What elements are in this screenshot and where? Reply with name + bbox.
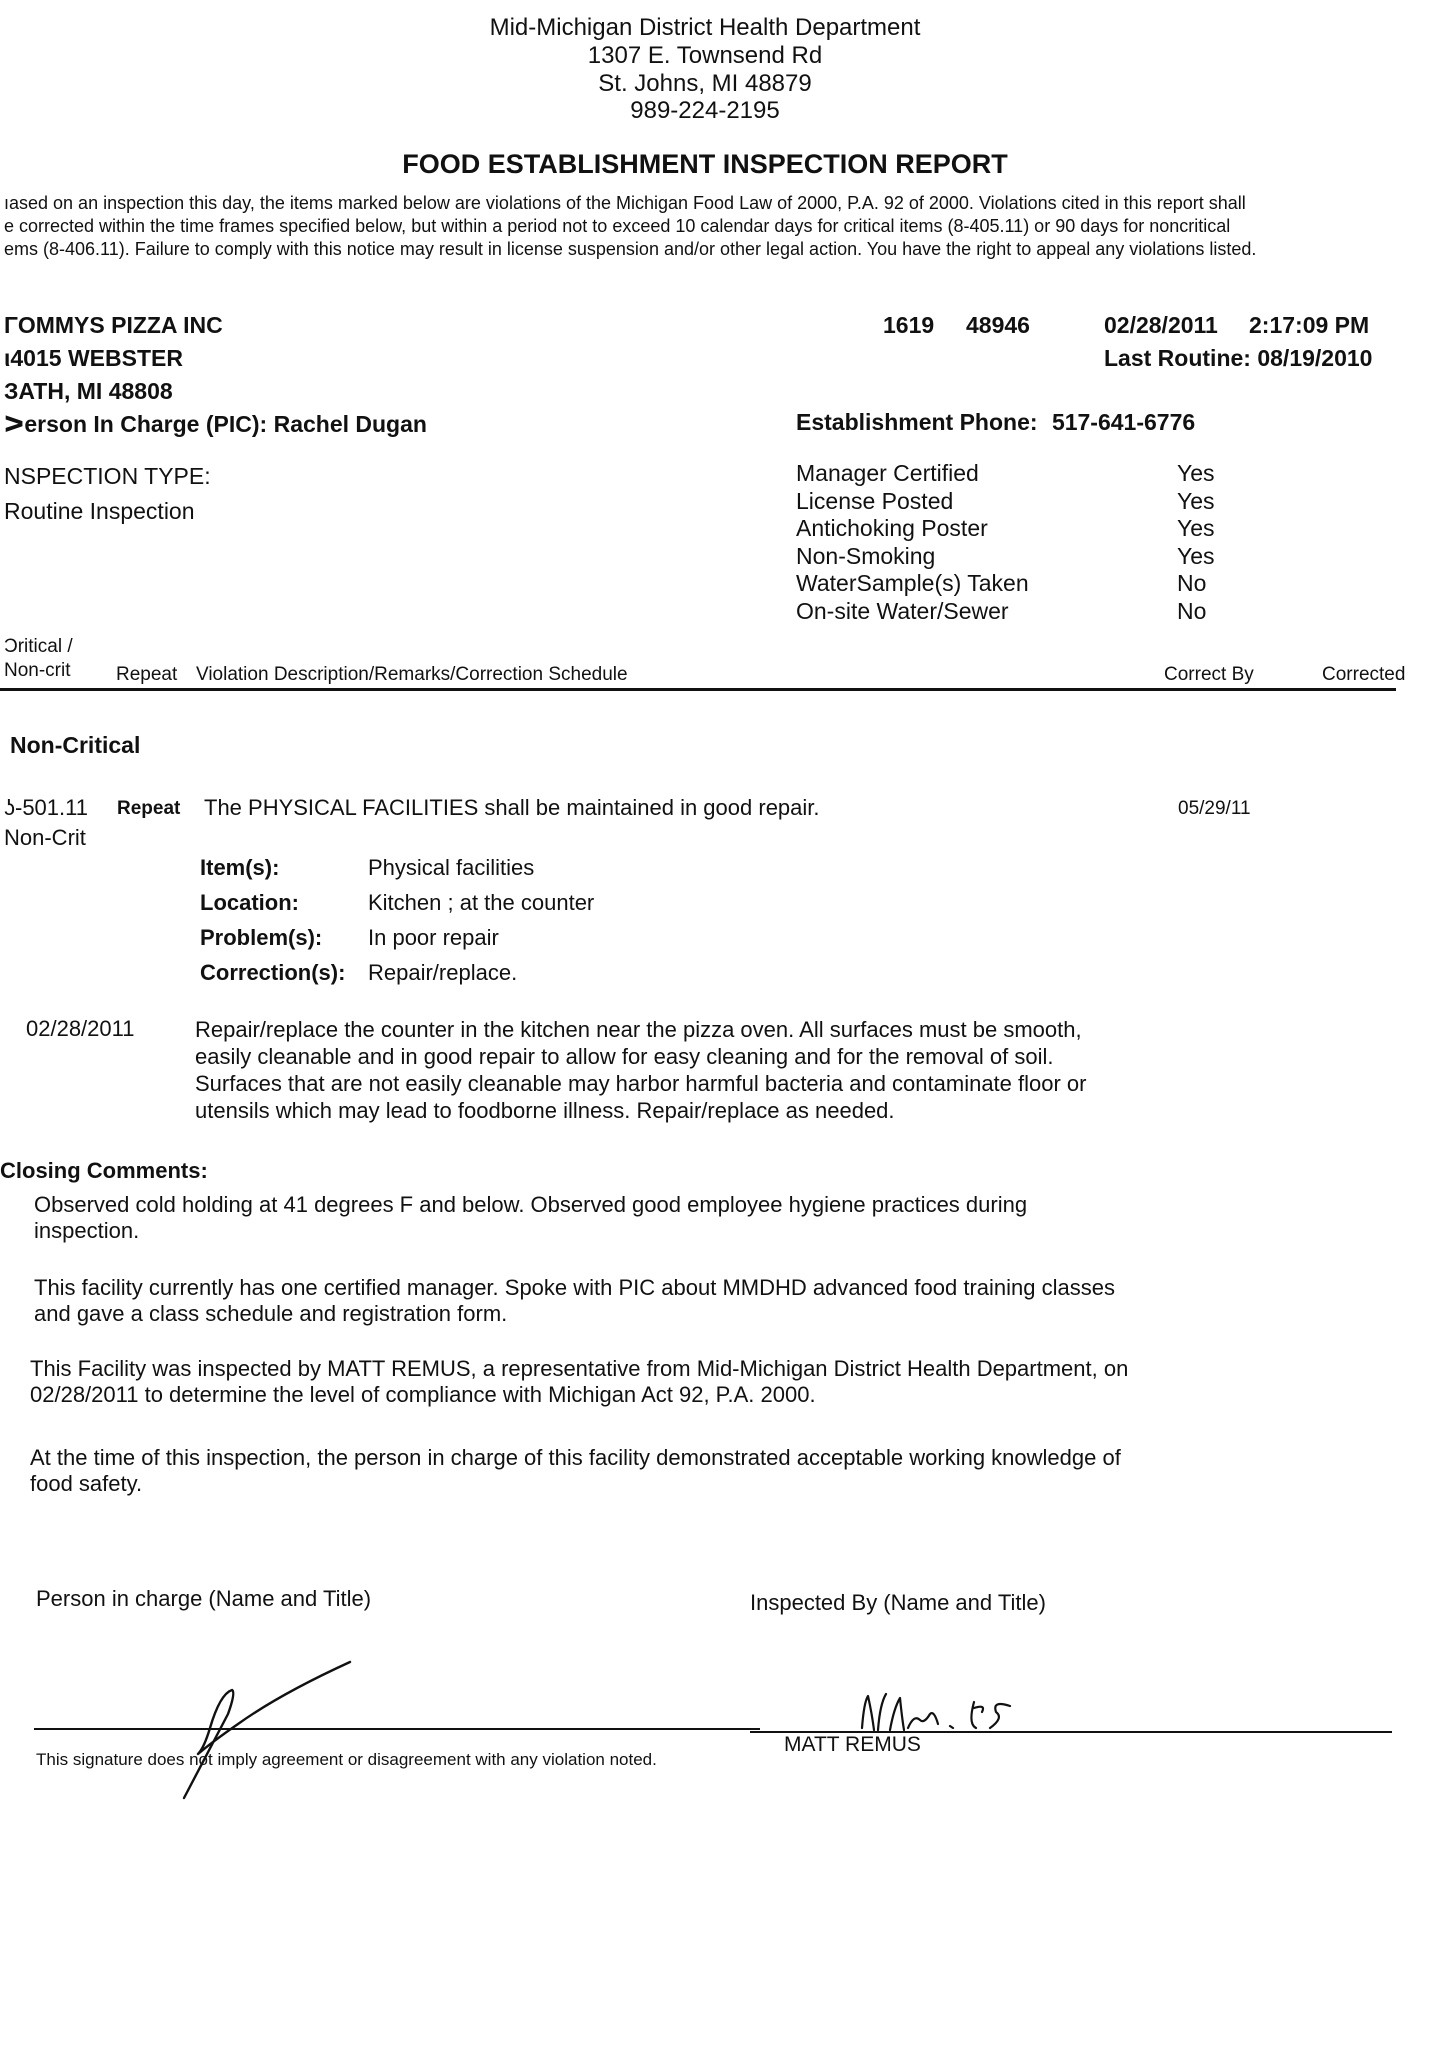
remark-line: easily cleanable and in good repair to allow for easy cleaning and for the removal of soil. — [195, 1044, 1054, 1069]
detail-label: Correction(s): — [200, 960, 346, 985]
checklist-values — [1177, 460, 1215, 625]
inspector-signature-label: Inspected By (Name and Title) — [750, 1590, 1046, 1615]
inspection-date: 02/28/2011 — [1104, 312, 1218, 338]
establishment-street: ι4015 WEBSTER — [4, 345, 183, 371]
pic-signature-scribble — [140, 1650, 380, 1800]
checklist-value: No — [1177, 597, 1207, 624]
col-description: Violation Description/Remarks/Correction Schedule — [196, 664, 628, 685]
inspection-type-label: NSPECTION TYPE: — [4, 463, 211, 489]
checklist-value: Yes — [1177, 460, 1215, 486]
detail-value: In poor repair — [368, 925, 499, 950]
pic-label: ᐳerson In Charge (PIC): — [4, 411, 268, 437]
inspection-time: 2:17:09 PM — [1249, 312, 1370, 338]
agency-city: St. Johns, MI 48879 — [598, 70, 812, 97]
agency-phone: 989-224-2195 — [630, 97, 780, 124]
violation-category: Νon-Crit — [4, 825, 86, 850]
detail-value: Kitchen ; at the counter — [368, 890, 595, 915]
violation-code: ʖ-501.11 — [4, 795, 88, 820]
closing-line: 02/28/2011 to determine the level of compliance with Michigan Act 92, P.A. 2000. — [30, 1382, 816, 1407]
checklist-label: On-site Water/Sewer — [796, 597, 1009, 624]
closing-heading: Closing Comments: — [0, 1158, 208, 1183]
checklist-label: License Posted — [796, 487, 954, 514]
checklist-value: No — [1177, 570, 1207, 596]
closing-paragraph-3 — [30, 1356, 1128, 1408]
violation-detail-labels — [200, 850, 345, 990]
violation-repeat: Repeat — [117, 798, 181, 819]
last-routine-line — [1104, 345, 1372, 372]
closing-line: inspection. — [34, 1218, 140, 1243]
establishment-city: ЗATH, MI 48808 — [4, 378, 173, 404]
checklist-label: Non-Smoking — [796, 542, 936, 569]
closing-line: Observed cold holding at 41 degrees F and below. Observed good employee hygiene practices during — [34, 1192, 1028, 1217]
closing-line: This Facility was inspected by MATT REMUS, a representative from Mid-Michigan District Health Department, on — [30, 1356, 1129, 1381]
checklist-label: Antichoking Poster — [796, 515, 988, 541]
pic-signature-label: Person in charge (Name and Title) — [36, 1586, 372, 1611]
col-repeat: Repeat — [116, 664, 178, 685]
checklist-labels — [796, 460, 1029, 625]
detail-label: Location: — [200, 890, 299, 915]
closing-paragraph-2 — [34, 1275, 1115, 1327]
closing-line: This facility currently has one certified manager. Spoke with PIC about MMDHD advanced food training classes — [34, 1275, 1115, 1300]
last-routine-label: Last Routine: — [1104, 345, 1251, 371]
establishment-name: ΓOMMYS PIZZA INC — [4, 312, 223, 338]
inspection-type-value: Routine Inspection — [4, 498, 195, 524]
signature-disclaimer: This signature does not imply agreement or disagreement with any violation noted. — [36, 1750, 657, 1769]
closing-line: food safety. — [30, 1471, 143, 1496]
checklist-label: Manager Certified — [796, 460, 979, 486]
remark-line: utensils which may lead to foodborne illness. Repair/replace as needed. — [195, 1098, 895, 1123]
detail-label: Problem(s): — [200, 925, 323, 950]
checklist-value: Yes — [1177, 487, 1215, 514]
pic-name: Rachel Dugan — [273, 411, 427, 437]
checklist-label: WaterSample(s) Taken — [796, 570, 1029, 596]
intro-line-3: ems (8-406.11). Failure to comply with this notice may result in license suspension and/or other legal action. You have the right to appeal any violations listed. — [4, 239, 1257, 259]
checklist-value: Yes — [1177, 515, 1215, 541]
header-rule — [0, 688, 1396, 691]
remark-line: Surfaces that are not easily cleanable may harbor harmful bacteria and contaminate floor or — [195, 1071, 1087, 1096]
closing-paragraph-1 — [34, 1192, 1027, 1244]
inspector-printed-name: MATT REMUS — [784, 1733, 921, 1756]
section-heading: Non-Critical — [10, 732, 141, 758]
establishment-code-1: 1619 — [883, 312, 935, 338]
detail-value: Repair/replace. — [368, 960, 518, 985]
establishment-code-2: 48946 — [966, 312, 1030, 338]
checklist-value: Yes — [1177, 542, 1215, 569]
pic-line — [4, 411, 427, 438]
remark-date: 02/28/2011 — [26, 1016, 135, 1041]
remark-line: Repair/replace the counter in the kitchen near the pizza oven. All surfaces must be smooth, — [195, 1017, 1082, 1042]
intro-line-2: e corrected within the time frames specified below, but within a period not to exceed 10 calendar days for critical items (8-405.11) or 90 days for noncritical — [4, 216, 1231, 236]
remark-text — [195, 1016, 1086, 1124]
violation-detail-values — [368, 850, 594, 990]
establishment-phone: 517-641-6776 — [1051, 409, 1196, 435]
intro-line-1: ıased on an inspection this day, the items marked below are violations of the Michigan Food Law of 2000, P.A. 92 of 2000. Violations cited in this report shall — [4, 193, 1246, 213]
establishment-phone-label: Establishment Phone: — [796, 409, 1038, 435]
closing-line: At the time of this inspection, the person in charge of this facility demonstrated acceptable working knowledge of — [30, 1445, 1121, 1470]
report-title: FOOD ESTABLISHMENT INSPECTION REPORT — [402, 149, 1008, 179]
establishment-phone-line — [796, 409, 1195, 436]
col-corrected: Corrected — [1322, 664, 1406, 685]
col-critical-line-2: Νon-crit — [4, 660, 71, 681]
violation-correct-by: 05/29/11 — [1178, 798, 1251, 819]
detail-value: Physical facilities — [368, 855, 535, 880]
agency-street: 1307 E. Townsend Rd — [587, 42, 823, 69]
agency-name: Mid-Michigan District Health Department — [489, 14, 921, 41]
closing-paragraph-4 — [30, 1445, 1121, 1497]
violation-description: The PHYSICAL FACILITIES shall be maintained in good repair. — [204, 795, 820, 820]
detail-label: Item(s): — [200, 855, 280, 880]
last-routine-date: 08/19/2010 — [1257, 345, 1373, 371]
col-critical-line-1: Ͻritical / — [4, 636, 73, 657]
col-correct-by: Correct By — [1164, 664, 1254, 685]
closing-line: and gave a class schedule and registration form. — [34, 1301, 508, 1326]
